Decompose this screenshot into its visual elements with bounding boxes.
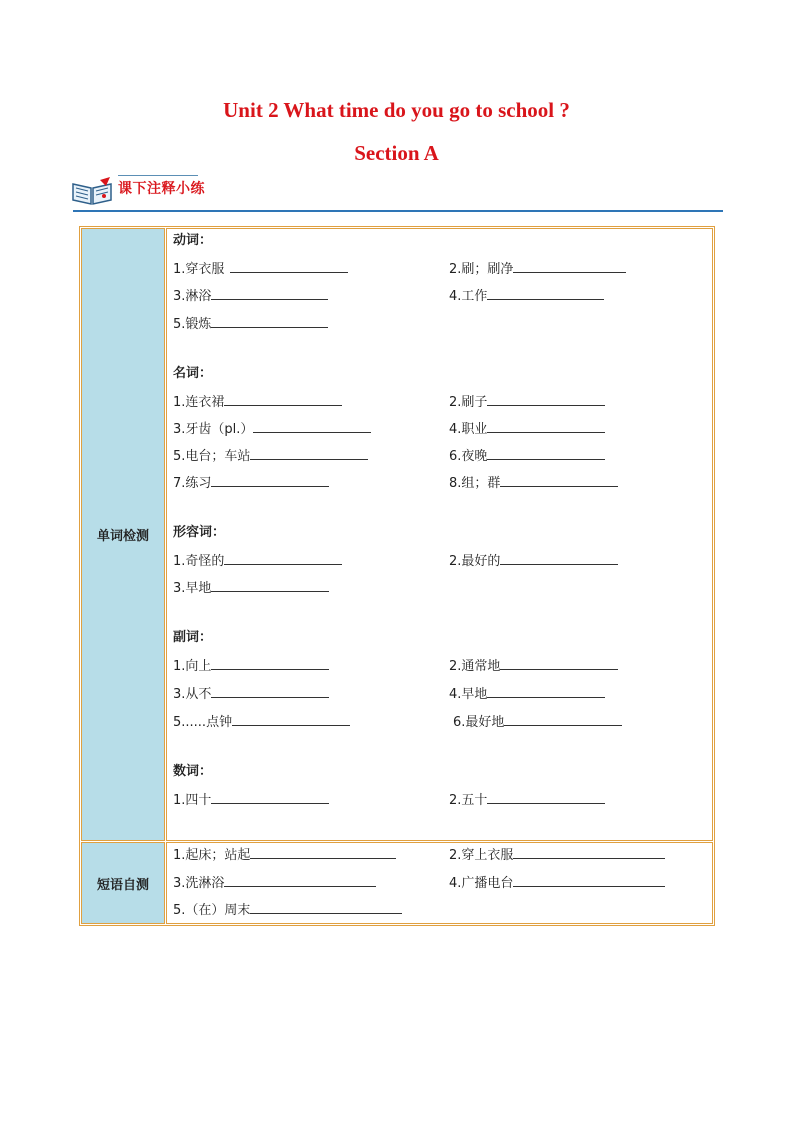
- answer-blank[interactable]: [513, 846, 665, 859]
- vocab-item: 4.早地: [449, 685, 605, 703]
- answer-blank[interactable]: [487, 393, 605, 406]
- answer-blank[interactable]: [211, 685, 329, 698]
- answer-blank[interactable]: [230, 260, 348, 273]
- answer-blank[interactable]: [250, 447, 368, 460]
- vocab-section-label: [81, 228, 165, 841]
- vocab-item: 2.通常地: [449, 657, 618, 675]
- vocab-item: 3.从不: [173, 685, 329, 703]
- nouns-heading: 名词：: [173, 366, 213, 381]
- answer-blank[interactable]: [250, 846, 396, 859]
- answer-blank[interactable]: [504, 713, 622, 726]
- answer-blank[interactable]: [487, 287, 604, 300]
- vocab-item: 1.向上: [173, 657, 329, 675]
- adverbs-heading: 副词：: [173, 630, 213, 645]
- verbs-heading: 动词：: [173, 233, 213, 248]
- answer-blank[interactable]: [211, 315, 328, 328]
- answer-blank[interactable]: [500, 552, 618, 565]
- phrase-item: 4.广播电台: [449, 874, 665, 892]
- answer-blank[interactable]: [224, 874, 376, 887]
- answer-blank[interactable]: [211, 657, 329, 670]
- answer-blank[interactable]: [487, 791, 605, 804]
- page-title: Unit 2 What time do you go to school ?: [223, 98, 570, 122]
- vocab-item: 3.淋浴: [173, 287, 328, 305]
- vocab-item: 1.连衣裙: [173, 393, 342, 411]
- phrase-label-text: 短语自测: [96, 877, 149, 893]
- answer-blank[interactable]: [487, 420, 605, 433]
- answer-blank[interactable]: [224, 393, 342, 406]
- answer-blank[interactable]: [500, 474, 618, 487]
- answer-blank[interactable]: [211, 474, 329, 487]
- phrase-section-label: [81, 842, 165, 924]
- vocab-item: 1.穿衣服: [173, 260, 348, 278]
- banner-label: 课下注释小练: [118, 181, 205, 197]
- vocab-item: 1.奇怪的: [173, 552, 342, 570]
- answer-blank[interactable]: [513, 874, 665, 887]
- phrase-item: 1.起床；站起: [173, 846, 396, 864]
- vocab-item: 4.职业: [449, 420, 605, 438]
- banner-accent-line: [118, 175, 198, 176]
- section-subtitle: Section A: [354, 141, 439, 165]
- answer-blank[interactable]: [232, 713, 350, 726]
- answer-blank[interactable]: [250, 901, 402, 914]
- vocab-item: 5......点钟: [173, 713, 350, 731]
- answer-blank[interactable]: [500, 657, 618, 670]
- vocab-item: 4.工作: [449, 287, 604, 305]
- adjectives-heading: 形容词：: [173, 525, 226, 540]
- phrase-item: 3.洗淋浴: [173, 874, 376, 892]
- answer-blank[interactable]: [253, 420, 371, 433]
- vocab-item: 2.刷子: [449, 393, 605, 411]
- vocab-item: 2.刷；刷净: [449, 260, 626, 278]
- open-book-icon: [70, 176, 114, 206]
- numerals-heading: 数词：: [173, 764, 213, 779]
- answer-blank[interactable]: [224, 552, 342, 565]
- vocab-item: 1.四十: [173, 791, 329, 809]
- phrase-item: 5.（在）周末: [173, 901, 402, 919]
- answer-blank[interactable]: [211, 791, 329, 804]
- answer-blank[interactable]: [513, 260, 626, 273]
- vocab-item: 6.夜晚: [449, 447, 605, 465]
- phrase-item: 2.穿上衣服: [449, 846, 665, 864]
- vocab-label-text: 单词检测: [96, 529, 149, 544]
- answer-blank[interactable]: [487, 685, 605, 698]
- answer-blank[interactable]: [487, 447, 605, 460]
- vocab-item: 7.练习: [173, 474, 329, 492]
- vocab-item: 5.锻炼: [173, 315, 328, 333]
- answer-blank[interactable]: [211, 287, 328, 300]
- vocab-item: 6.最好地: [453, 713, 622, 731]
- vocab-item: 2.五十: [449, 791, 605, 809]
- section-banner: [70, 174, 330, 208]
- answer-blank[interactable]: [211, 579, 329, 592]
- vocab-item: 5.电台；车站: [173, 447, 368, 465]
- header-rule: [73, 210, 723, 212]
- vocab-item: 8.组；群: [449, 474, 618, 492]
- vocab-item: 3.牙齿（pl.）: [173, 420, 371, 438]
- vocab-item: 3.早地: [173, 579, 329, 597]
- vocab-item: 2.最好的: [449, 552, 618, 570]
